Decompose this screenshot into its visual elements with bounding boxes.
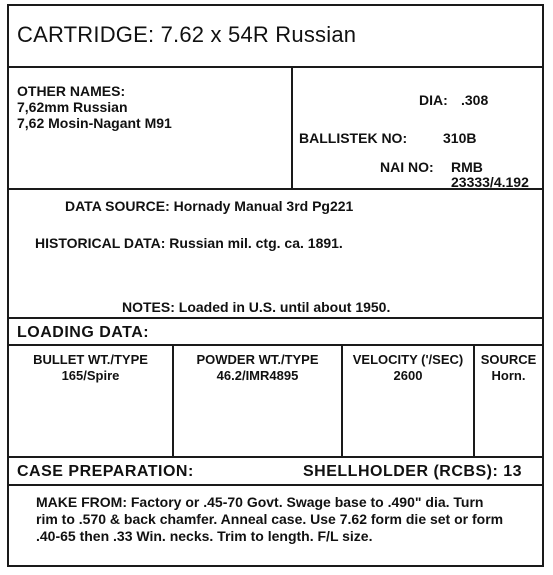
- cell-powder: 46.2/IMR4895: [216, 368, 299, 383]
- header-bullet: BULLET WT./TYPE: [33, 352, 148, 367]
- cartridge-card: [7, 4, 544, 567]
- ballistek-label: BALLISTEK NO:: [299, 130, 408, 146]
- cell-velocity: 2600: [393, 368, 423, 383]
- other-name-2: 7,62 Mosin-Nagant M91: [17, 115, 172, 131]
- divider-case-prep: [9, 484, 542, 486]
- cell-source: Horn.: [491, 368, 526, 383]
- case-prep-instructions: MAKE FROM: Factory or .45-70 Govt. Swage base to .490" dia. Turn rim to .570 & back chamfer. Anneal case. Use 7.62 form die set or form .40-65 then .33 Win. necks. Trim to length. F/L size.: [36, 494, 504, 544]
- divider-ids: [9, 188, 542, 190]
- header-powder: POWDER WT./TYPE: [196, 352, 319, 367]
- divider-source: [9, 317, 542, 319]
- dia-label: DIA:: [419, 92, 448, 108]
- cartridge-title: CARTRIDGE: 7.62 x 54R Russian: [17, 22, 357, 47]
- ballistek-value: 310B: [443, 130, 477, 146]
- nai-value-2: 23333/4.192: [451, 174, 529, 190]
- header-source: SOURCE: [480, 352, 537, 367]
- divider-names-ids: [291, 66, 293, 188]
- case-prep-title: CASE PREPARATION:: [17, 463, 194, 480]
- divider-loading: [9, 456, 542, 458]
- other-name-1: 7,62mm Russian: [17, 99, 128, 115]
- divider-loading-title: [9, 344, 542, 346]
- dia-value: .308: [461, 92, 489, 108]
- nai-label: NAI NO:: [380, 159, 434, 175]
- other-names-label: OTHER NAMES:: [17, 83, 126, 99]
- notes: NOTES: Loaded in U.S. until about 1950.: [122, 299, 391, 315]
- divider-title: [9, 66, 542, 68]
- nai-value-1: RMB: [451, 159, 483, 175]
- cell-bullet: 165/Spire: [61, 368, 120, 383]
- loading-data-title: LOADING DATA:: [17, 324, 150, 341]
- header-velocity: VELOCITY ('/SEC): [352, 352, 464, 367]
- shellholder: SHELLHOLDER (RCBS): 13: [303, 463, 523, 480]
- historical-data: HISTORICAL DATA: Russian mil. ctg. ca. 1891.: [35, 235, 343, 251]
- data-source: DATA SOURCE: Hornady Manual 3rd Pg221: [65, 198, 354, 214]
